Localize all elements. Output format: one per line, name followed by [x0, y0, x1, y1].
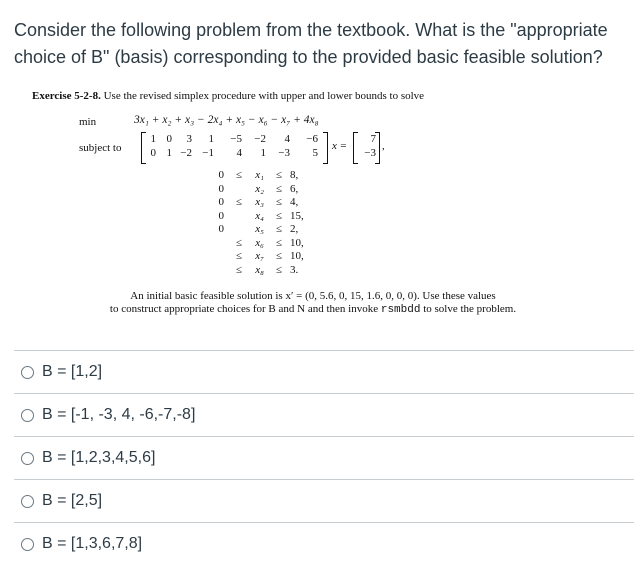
matrix-cell: 3 — [186, 133, 192, 145]
bound-upper: 3. — [290, 263, 299, 276]
bound-lower: 0 — [218, 182, 224, 195]
option-5[interactable] — [14, 522, 634, 565]
bounds-upper-column — [290, 169, 314, 277]
footer-text: to solve the problem. — [420, 303, 517, 315]
rhs-comma: , — [382, 140, 385, 152]
option-label: B = [1,2,3,4,5,6] — [42, 449, 156, 466]
footer-text: to construct appropriate choices for B and N and then invoke — [109, 303, 381, 315]
bound-upper: 10, — [290, 250, 304, 262]
bound-variable: x₆ — [255, 236, 264, 249]
exercise-instruction: Use the revised simplex procedure with upper and lower bounds to solve — [103, 90, 425, 102]
option-label: B = [1,2] — [42, 363, 103, 380]
subject-to-label: subject to — [79, 142, 122, 154]
matrix-cell: −2 — [254, 133, 266, 145]
option-label: B = [1,3,6,7,8] — [42, 535, 143, 552]
matrix-cell: 0 — [166, 133, 172, 145]
matrix-cell: 1 — [166, 147, 172, 159]
option-3[interactable] — [14, 436, 634, 479]
bound-variable: x₈ — [255, 263, 264, 276]
bound-variable: x₇ — [255, 250, 264, 262]
bound-lower: 0 — [218, 196, 224, 208]
bound-upper: 15, — [290, 209, 304, 222]
bound-upper: 10, — [290, 236, 304, 249]
rhs-value: 7 — [370, 133, 376, 145]
matrix-row-1 — [146, 133, 318, 145]
option-label: B = [-1, -3, 4, -6,-7,-8] — [42, 406, 196, 423]
radio-button[interactable] — [21, 409, 34, 422]
matrix-cell: 4 — [236, 147, 242, 159]
radio-button[interactable] — [21, 495, 34, 508]
bound-lower: 0 — [218, 169, 224, 181]
radio-button[interactable] — [21, 366, 34, 379]
matrix-cell: 5 — [312, 147, 318, 159]
bound-variable: x₂ — [255, 182, 264, 195]
exercise-id: Exercise 5-2-8. — [32, 90, 101, 102]
matrix-cell: −3 — [278, 147, 290, 159]
bound-variable: x₅ — [255, 223, 264, 235]
exercise-footer-line-2 — [0, 303, 634, 316]
bound-variable: x₄ — [255, 209, 264, 222]
bound-upper: 8, — [290, 169, 299, 181]
footer-code: rsmbdd — [380, 304, 421, 316]
matrix-cell: 1 — [260, 147, 266, 159]
matrix-cell: −5 — [230, 133, 242, 145]
question-text: Consider the following problem from the textbook. What is the "appropriate choice of B" (basis) corresponding to the provided basic feasible solution? — [14, 20, 608, 67]
matrix-cell: −6 — [306, 133, 318, 145]
bounds-lower-column — [212, 169, 224, 237]
matrix-cell: 1 — [150, 133, 156, 145]
radio-button[interactable] — [21, 538, 34, 551]
x-equals: x = — [332, 140, 348, 152]
bound-lower: 0 — [218, 209, 224, 222]
matrix-row-2 — [146, 147, 318, 159]
option-4[interactable] — [14, 479, 634, 522]
matrix-cell: 1 — [208, 133, 214, 145]
radio-button[interactable] — [21, 452, 34, 465]
bound-upper: 6, — [290, 182, 299, 195]
bound-variable: x₃ — [255, 196, 264, 208]
exercise-footer-line-1: An initial basic feasible solution is x′ = (0, 5.6, 0, 15, 1.6, 0, 0, 0). Use these values — [130, 290, 496, 302]
matrix-right-bracket — [323, 132, 328, 164]
min-label: min — [79, 116, 97, 128]
matrix-cell: 0 — [150, 147, 156, 159]
option-1[interactable] — [14, 350, 634, 393]
exercise-heading — [32, 90, 424, 102]
bound-upper: 2, — [290, 223, 299, 235]
matrix-cell: −2 — [180, 147, 192, 159]
objective-function: 3x₁ + x₂ + x₃ − 2x₄ + x₅ − x₆ − x₇ + 4x₈ — [134, 114, 319, 126]
bound-lower: 0 — [218, 223, 224, 235]
matrix-cell: −1 — [202, 147, 214, 159]
bound-upper: 4, — [290, 196, 299, 208]
bound-variable: x₁ — [255, 169, 264, 181]
bounds-le-column-left: ≤ ≤ ≤ ≤ ≤ — [235, 169, 242, 276]
rhs-right-bracket — [375, 132, 380, 164]
option-label: B = [2,5] — [42, 492, 103, 509]
option-2[interactable] — [14, 393, 634, 436]
bounds-variable-column — [248, 169, 264, 277]
rhs-value: −3 — [364, 147, 376, 159]
answer-options — [14, 350, 634, 565]
matrix-cell: 4 — [284, 133, 290, 145]
bounds-le-column-right: ≤ ≤ ≤ ≤ ≤ ≤ ≤ ≤ — [275, 169, 282, 276]
